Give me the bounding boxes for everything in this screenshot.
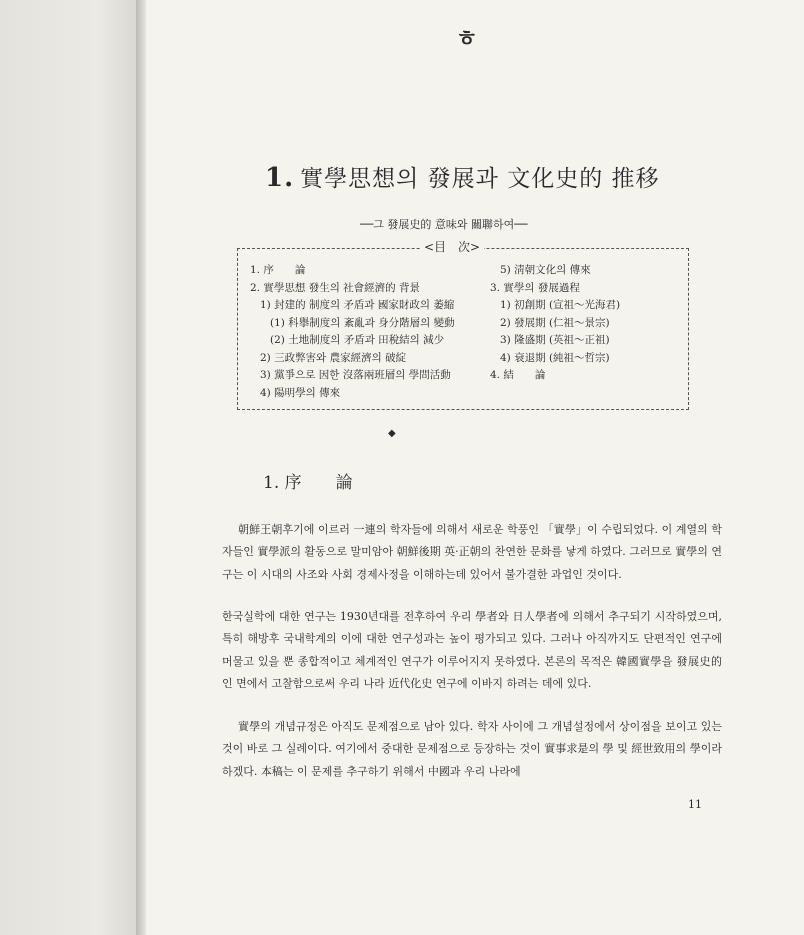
- chapter-subtitle: ──그 發展史的 意味와 關聯하여──: [360, 218, 528, 231]
- chapter-number: 1.: [265, 163, 295, 193]
- toc-item: (1) 科擧制度의 紊亂과 身分階層의 變動: [270, 316, 455, 329]
- left-page-edge: [0, 0, 140, 935]
- toc-item: 2) 發展期 (仁祖～景宗): [500, 316, 610, 329]
- toc-item: 1) 初創期 (宣祖～光海君): [500, 299, 621, 311]
- right-page: [146, 0, 804, 935]
- toc-item: 1) 封建的 制度의 矛盾과 國家財政의 萎縮: [260, 299, 455, 311]
- toc-item: 4) 陽明學의 傳來: [260, 386, 341, 399]
- toc-item: 4) 衰退期 (純祖～哲宗): [500, 351, 610, 364]
- section-heading: 1. 序 論: [263, 473, 353, 493]
- toc-left-column: [250, 262, 455, 402]
- toc-item: 1. 序 論: [250, 264, 306, 276]
- toc-item: 3) 隆盛期 (英祖～正祖): [500, 334, 610, 346]
- toc-item: 2. 實學思想 發生의 社會經濟的 背景: [250, 281, 421, 294]
- body-paragraph: 實學의 개념규정은 아직도 문제점으로 남아 있다. 학자 사이에 그 개념설정에서 상이점을 보이고 있는 것이 바로 그 실례이다. 여기에서 중대한 문제점으로 등장하는 것이 實事求是의 學 및 經世致用의 學이라 하겠다. 本稿는 이 문제를 추구하기 위해서 中國과 우리 나라에: [222, 720, 722, 778]
- top-mark: ㅎ: [456, 26, 478, 52]
- chapter-title: [265, 160, 660, 193]
- toc-item: 5) 淸朝文化의 傳來: [500, 264, 591, 276]
- toc-item: (2) 土地制度의 矛盾과 田稅結의 減少: [270, 334, 445, 346]
- chapter-title-text: 實學思想의 發展과 文化史的 推移: [300, 166, 660, 192]
- toc-item: 3) 黨爭으로 因한 沒落兩班層의 學問活動: [260, 369, 451, 381]
- book-gutter: [136, 0, 146, 935]
- toc-item: 3. 實學의 發展過程: [490, 281, 580, 294]
- toc-right-column: [490, 262, 620, 385]
- toc-item: 2) 三政弊害와 農家經濟의 破綻: [260, 351, 407, 364]
- body-paragraph: 朝鮮王朝후기에 이르러 一連의 학자들에 의해서 새로운 학풍인 「實學」이 수립되었다. 이 계열의 학자들인 實學派의 활동으로 말미암아 朝鮮後期 英·正朝의 찬연한 문화를 낳게 하였다. 그러므로 實學의 연구는 이 시대의 사조와 사회 경제사정을 이해하는데 있어서 불가결한 과업인 것이다.: [222, 523, 722, 581]
- bullet-dot-icon: ◆: [388, 428, 396, 439]
- body-paragraph: 한국실학에 대한 연구는 1930년대를 전후하여 우리 學者와 日人學者에 의해서 추구되기 시작하였으며, 특히 해방후 국내학계의 이에 대한 연구성과는 높이 평가되고 있다. 그러나 아직까지도 단편적인 연구에 머물고 있을 뿐 종합적이고 체계적인 연구가 이루어지지 못하였다. 본론의 목적은 韓國實學을 發展史的인 면에서 고찰함으로써 우리 나라 近代化史 연구에 이바지 하려는 데에 있다.: [222, 610, 722, 690]
- page-number: 11: [688, 798, 702, 811]
- toc-heading: <目 次>: [420, 238, 484, 255]
- toc-item: 4. 結 論: [490, 369, 546, 381]
